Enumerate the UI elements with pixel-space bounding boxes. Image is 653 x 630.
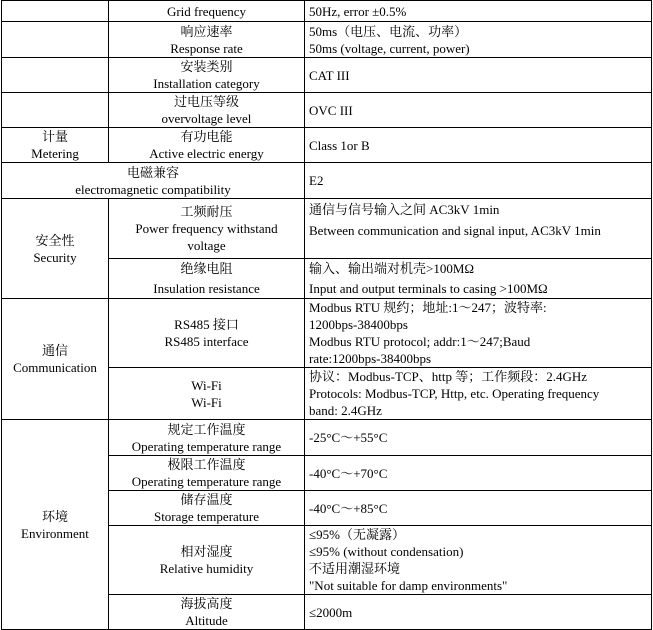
category-en: Metering xyxy=(31,146,79,161)
row-metering xyxy=(2,128,652,163)
spec-table xyxy=(1,0,652,630)
value-line3: band: 2.4GHz xyxy=(309,403,382,418)
param-en: Storage temperature xyxy=(153,509,260,524)
category-cn: 安全性 xyxy=(35,232,75,248)
param-insulation xyxy=(109,259,305,299)
param-cn: 有功电能 xyxy=(180,129,233,144)
param-cn: 工频耐压 xyxy=(180,204,233,219)
category-metering xyxy=(2,128,109,163)
category-cell-empty xyxy=(2,58,109,93)
value-line3: Modbus RTU protocol; addr:1～247;Baud xyxy=(309,334,531,349)
category-cell-empty xyxy=(2,93,109,128)
category-en: Security xyxy=(33,249,77,265)
category-cn: 计量 xyxy=(41,129,68,144)
value-en: 50ms (voltage, current, power) xyxy=(309,40,470,56)
param-cn: 储存温度 xyxy=(180,492,233,507)
value-cn: 输入、输出端对机壳>100MΩ xyxy=(309,261,475,276)
param-en-line2: voltage xyxy=(187,238,226,253)
value-power-frequency xyxy=(305,199,652,259)
param-en: overvoltage level xyxy=(161,111,252,126)
param-rs485 xyxy=(109,299,305,368)
row-power-frequency xyxy=(2,199,652,259)
param-emc xyxy=(2,163,305,199)
value-line1: ≤95%（无凝露） xyxy=(309,527,405,542)
param-cn: 过电压等级 xyxy=(173,94,239,109)
value-storage-temperature xyxy=(305,491,652,526)
value-operating-temperature xyxy=(305,420,652,456)
value-line1: 协议：Modbus-TCP、http 等；工作频段：2.4GHz xyxy=(309,369,588,384)
value-overvoltage-level xyxy=(305,93,652,128)
param-en: Insulation resistance xyxy=(153,281,260,296)
param-cn: 海拔高度 xyxy=(180,596,233,611)
param-en: RS485 interface xyxy=(164,334,249,349)
value-installation-category xyxy=(305,58,652,93)
value-en: Between communication and signal input, AC3kV 1min xyxy=(309,223,601,238)
param-limit-temperature xyxy=(109,456,305,491)
value-line2: Protocols: Modbus-TCP, Http, etc. Operating frequency xyxy=(309,386,600,401)
value-text: -25°C～+55°C xyxy=(309,430,388,445)
value-cn: 50ms（电压、电流、功率） xyxy=(309,23,468,39)
category-security xyxy=(2,199,109,299)
param-cn: 规定工作温度 xyxy=(167,421,246,437)
param-en: Grid frequency xyxy=(166,3,247,19)
row-response-rate xyxy=(2,22,652,58)
value-grid-frequency xyxy=(305,1,652,22)
value-en: Input and output terminals to casing >100MΩ xyxy=(309,281,548,296)
value-response-rate xyxy=(305,22,652,58)
param-storage-temperature xyxy=(109,491,305,526)
param-wifi xyxy=(109,368,305,420)
value-line4: rate:1200bps-38400bps xyxy=(309,351,432,366)
param-line2: Wi-Fi xyxy=(191,394,222,410)
category-en: Communication xyxy=(13,360,97,375)
value-text: E2 xyxy=(309,173,324,188)
row-grid-frequency xyxy=(2,1,652,22)
param-en: Operating temperature range xyxy=(131,438,282,454)
param-cn: 相对湿度 xyxy=(180,544,233,559)
row-rs485 xyxy=(2,299,652,368)
category-communication xyxy=(2,299,109,420)
value-text: ≤2000m xyxy=(309,604,353,620)
value-cn: 通信与信号输入之间 AC3kV 1min xyxy=(309,202,500,217)
param-power-frequency xyxy=(109,199,305,259)
value-active-energy xyxy=(305,128,652,163)
param-cn: 极限工作温度 xyxy=(167,457,246,472)
param-altitude xyxy=(109,595,305,630)
value-text: OVC III xyxy=(309,102,353,118)
param-en: Active electric energy xyxy=(149,146,264,161)
param-en-line1: Power frequency withstand xyxy=(135,221,278,236)
category-cell-empty xyxy=(2,22,109,58)
row-emc xyxy=(2,163,652,199)
category-cn: 通信 xyxy=(41,343,68,358)
param-en: Altitude xyxy=(185,613,228,628)
param-cn: RS485 接口 xyxy=(174,317,239,332)
param-en: electromagnetic compatibility xyxy=(75,181,231,197)
value-rs485 xyxy=(305,299,652,368)
category-en: Environment xyxy=(21,525,89,541)
value-text: -40°C～+85°C xyxy=(309,500,388,516)
value-text: Class 1or B xyxy=(309,137,370,153)
param-cn: 响应速率 xyxy=(180,23,233,39)
value-limit-temperature xyxy=(305,456,652,491)
param-cn: 安装类别 xyxy=(180,59,233,74)
value-emc xyxy=(305,163,652,199)
category-cell-empty xyxy=(2,1,109,22)
param-line1: Wi-Fi xyxy=(191,377,222,393)
value-line2: 1200bps-38400bps xyxy=(309,317,408,332)
param-active-energy xyxy=(109,128,305,163)
value-insulation xyxy=(305,259,652,299)
value-line3: 不适用潮湿环境 xyxy=(309,561,401,576)
param-en: Operating temperature range xyxy=(131,474,282,489)
value-line2: ≤95% (without condensation) xyxy=(309,544,464,559)
row-overvoltage-level xyxy=(2,93,652,128)
value-wifi xyxy=(305,368,652,420)
value-text: -40°C～+70°C xyxy=(309,465,388,481)
param-operating-temperature xyxy=(109,420,305,456)
value-line1: Modbus RTU 规约；地址:1～247；波特率: xyxy=(309,300,547,315)
param-cn: 绝缘电阻 xyxy=(180,261,233,276)
value-text: 50Hz, error ±0.5% xyxy=(309,3,407,19)
row-operating-temperature xyxy=(2,420,652,456)
category-cn: 环境 xyxy=(41,508,68,524)
param-overvoltage-level xyxy=(109,93,305,128)
param-en: Response rate xyxy=(170,40,243,56)
param-grid-frequency xyxy=(109,1,305,22)
param-cn: 电磁兼容 xyxy=(126,164,179,180)
value-text: CAT III xyxy=(309,67,350,83)
value-relative-humidity xyxy=(305,526,652,595)
param-en: Relative humidity xyxy=(159,561,254,576)
category-environment xyxy=(2,420,109,630)
value-altitude xyxy=(305,595,652,630)
param-en: Installation category xyxy=(153,76,260,91)
param-relative-humidity xyxy=(109,526,305,595)
value-line4: "Not suitable for damp environments" xyxy=(309,578,508,593)
row-installation-category xyxy=(2,58,652,93)
param-installation-category xyxy=(109,58,305,93)
param-response-rate xyxy=(109,22,305,58)
